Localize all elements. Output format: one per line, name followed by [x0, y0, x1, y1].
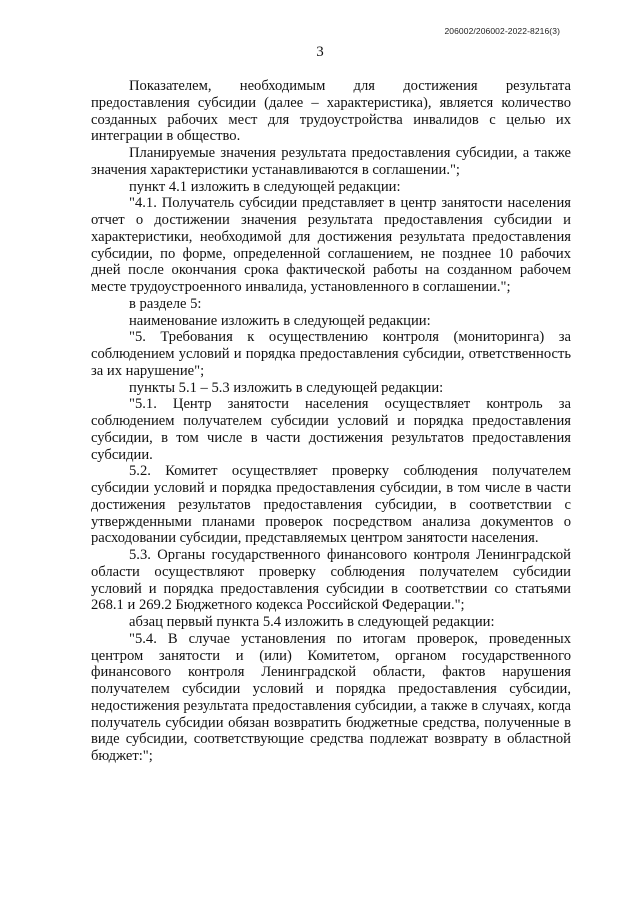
paragraph-amend-4-1: пункт 4.1 изложить в следующей редакции:: [129, 178, 401, 195]
page-number: 3: [316, 44, 324, 60]
paragraph-indicator: Показателем, необходимым для достижения результата предоставления субсидии (далее – характеристика), является количество созданных рабочих мест для трудоустройства инвалидов с целью их интеграции в общество.: [91, 78, 571, 145]
document-registration-number: 206002/206002-2022-8216(3): [444, 26, 560, 36]
paragraph-clause-5-4: "5.4. В случае установления по итогам проверок, проведенных центром занятости и (или) Комитетом, органом государственного финансового контроля Ленинградской области, фактов нарушения получателем субсидии условий и порядка предоставления субсидии, недостижения результата предоставления субсидии, а также в случаях, когда получатель субсидии обязан возвратить бюджетные средства, полученные в виде субсидии, соответствующие средства подлежат возврату в областной бюджет:";: [91, 630, 571, 764]
paragraph-planned-values: Планируемые значения результата предоставления субсидии, а также значения характеристики устанавливаются в соглашении.";: [91, 145, 571, 178]
paragraph-amend-5-1-5-3: пункты 5.1 – 5.3 изложить в следующей редакции:: [129, 379, 444, 396]
paragraph-title-amend: наименование изложить в следующей редакции:: [129, 312, 431, 329]
paragraph-clause-5-3: 5.3. Органы государственного финансового контроля Ленинградской области осуществляют проверку соблюдения получателем субсидии условий и порядка предоставления субсидии в соответствии со статьями 268.1 и 269.2 Бюджетного кодекса Российской Федерации.";: [91, 547, 571, 614]
paragraph-clause-5-2: 5.2. Комитет осуществляет проверку соблюдения получателем субсидии условий и порядка предоставления субсидии, в том числе в части достижения результатов предоставления субсидии, в соответствии с утвержденными планами проверок посредством анализа документов о расходовании субсидии, представляемых центром занятости населения.: [91, 463, 571, 547]
paragraph-clause-5-1: "5.1. Центр занятости населения осуществляет контроль за соблюдением получателем субсидии условий и порядка предоставления субсидии, в том числе в части достижения результатов предоставления субсидии.: [91, 396, 571, 463]
paragraph-clause-4-1: "4.1. Получатель субсидии представляет в центр занятости населения отчет о достижении значения результата предоставления субсидии и характеристики, необходимой для достижения результата предоставления субсидии, по форме, определенной соглашением, не позднее 10 рабочих дней после окончания срока фактической работы на созданном рабочем месте трудоустроенного инвалида, установленного в соглашении.";: [91, 195, 571, 295]
document-body: [91, 78, 571, 765]
paragraph-amend-5-4: абзац первый пункта 5.4 изложить в следующей редакции:: [129, 614, 495, 630]
paragraph-section-5: в разделе 5:: [129, 295, 202, 312]
paragraph-section-5-title: "5. Требования к осуществлению контроля (мониторинга) за соблюдением условий и порядка предоставления субсидии, ответственность за их нарушение";: [91, 329, 571, 379]
